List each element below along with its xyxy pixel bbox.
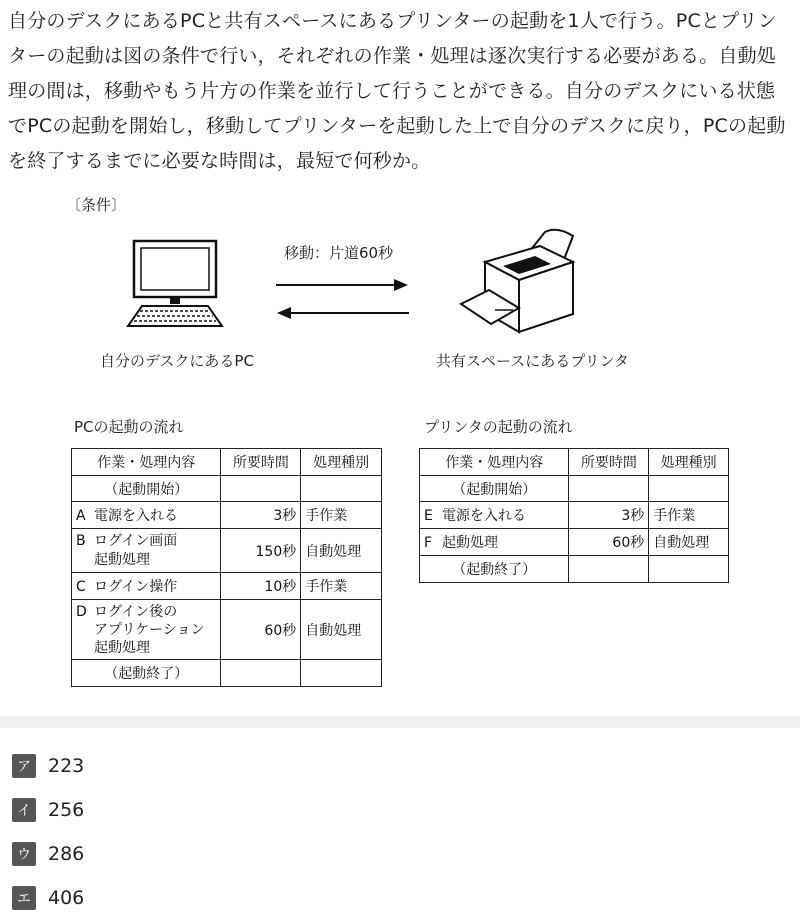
start-label: （起動開始）	[420, 476, 569, 502]
row-id: E	[424, 508, 433, 524]
table-row	[420, 556, 729, 583]
row-type: 手作業	[649, 502, 729, 529]
row-type: 手作業	[301, 502, 382, 529]
answer-choices	[0, 728, 800, 921]
choice-badge: エ	[12, 886, 36, 910]
printer-flow-table	[419, 448, 729, 583]
table-row	[72, 476, 382, 502]
header-task: 作業・処理内容	[72, 449, 221, 476]
table-header-row	[420, 449, 729, 476]
table-row	[420, 529, 729, 556]
choice-e[interactable]	[12, 886, 84, 910]
header-type: 処理種別	[301, 449, 382, 476]
move-arrows	[270, 274, 415, 324]
row-type: 自動処理	[301, 600, 382, 660]
table-row	[72, 573, 382, 600]
row-name-line3: 起動処理	[94, 639, 150, 656]
row-name: 電源を入れる	[442, 508, 526, 524]
pc-caption: 自分のデスクにあるPC	[100, 352, 254, 370]
table-row	[72, 529, 382, 573]
end-label: （起動終了）	[72, 660, 221, 687]
table-row	[72, 600, 382, 660]
row-time: 150秒	[221, 529, 301, 573]
end-label: （起動終了）	[420, 556, 569, 583]
row-name: 電源を入れる	[94, 508, 178, 524]
choice-i[interactable]	[12, 798, 84, 822]
choice-value: 256	[48, 799, 85, 821]
row-name-line1: ログイン後の	[94, 603, 178, 620]
table-row	[72, 660, 382, 687]
move-label: 移動：片道60秒	[284, 244, 394, 262]
pc-icon	[120, 238, 230, 328]
header-time: 所要時間	[221, 449, 301, 476]
row-type: 手作業	[301, 573, 382, 600]
printer-table-title: プリンタの起動の流れ	[424, 418, 573, 436]
question-text: 自分のデスクにあるPCと共有スペースにあるプリンターの起動を1人で行う。PCとプリンターの起動は図の条件で行い，それぞれの作業・処理は逐次実行する必要がある。自動処理の間は，移動やもう片方の作業を並行して行うことができる。自分のデスクにいる状態でPCの起動を開始し，移動してプリンターを起動した上で自分のデスクに戻り，PCの起動を終了するまでに必要な時間は，最短で何秒か。	[8, 10, 786, 172]
printer-icon	[455, 224, 585, 339]
table-row	[72, 502, 382, 529]
start-label: （起動開始）	[72, 476, 221, 502]
header-task: 作業・処理内容	[420, 449, 569, 476]
row-id: B	[76, 532, 86, 549]
row-name-line2: 起動処理	[94, 551, 150, 568]
choice-value: 223	[48, 755, 85, 777]
row-time: 10秒	[221, 573, 301, 600]
choice-a[interactable]	[12, 754, 84, 778]
row-name: 起動処理	[442, 535, 498, 551]
row-id: C	[76, 579, 86, 595]
choice-u[interactable]	[12, 842, 84, 866]
row-id: A	[76, 508, 86, 524]
row-name-line2: アプリケーション	[94, 621, 205, 638]
row-time: 60秒	[221, 600, 301, 660]
choice-value: 406	[48, 887, 85, 909]
choice-badge: イ	[12, 798, 36, 822]
table-row	[420, 502, 729, 529]
pc-table-title: PCの起動の流れ	[74, 418, 184, 436]
choice-badge: ウ	[12, 842, 36, 866]
row-time: 3秒	[221, 502, 301, 529]
pc-flow-table	[71, 448, 382, 687]
table-header-row	[72, 449, 382, 476]
row-id: F	[424, 535, 433, 551]
row-type: 自動処理	[649, 529, 729, 556]
row-name-line1: ログイン画面	[94, 532, 178, 549]
row-time: 3秒	[569, 502, 649, 529]
row-name: ログイン操作	[94, 579, 178, 595]
row-time: 60秒	[569, 529, 649, 556]
header-type: 処理種別	[649, 449, 729, 476]
row-type: 自動処理	[301, 529, 382, 573]
printer-caption: 共有スペースにあるプリンタ	[436, 352, 630, 370]
row-id: D	[76, 603, 87, 620]
conditions-label: 〔条件〕	[66, 196, 127, 214]
choice-value: 286	[48, 843, 85, 865]
table-row	[420, 476, 729, 502]
header-time: 所要時間	[569, 449, 649, 476]
choice-badge: ア	[12, 754, 36, 778]
